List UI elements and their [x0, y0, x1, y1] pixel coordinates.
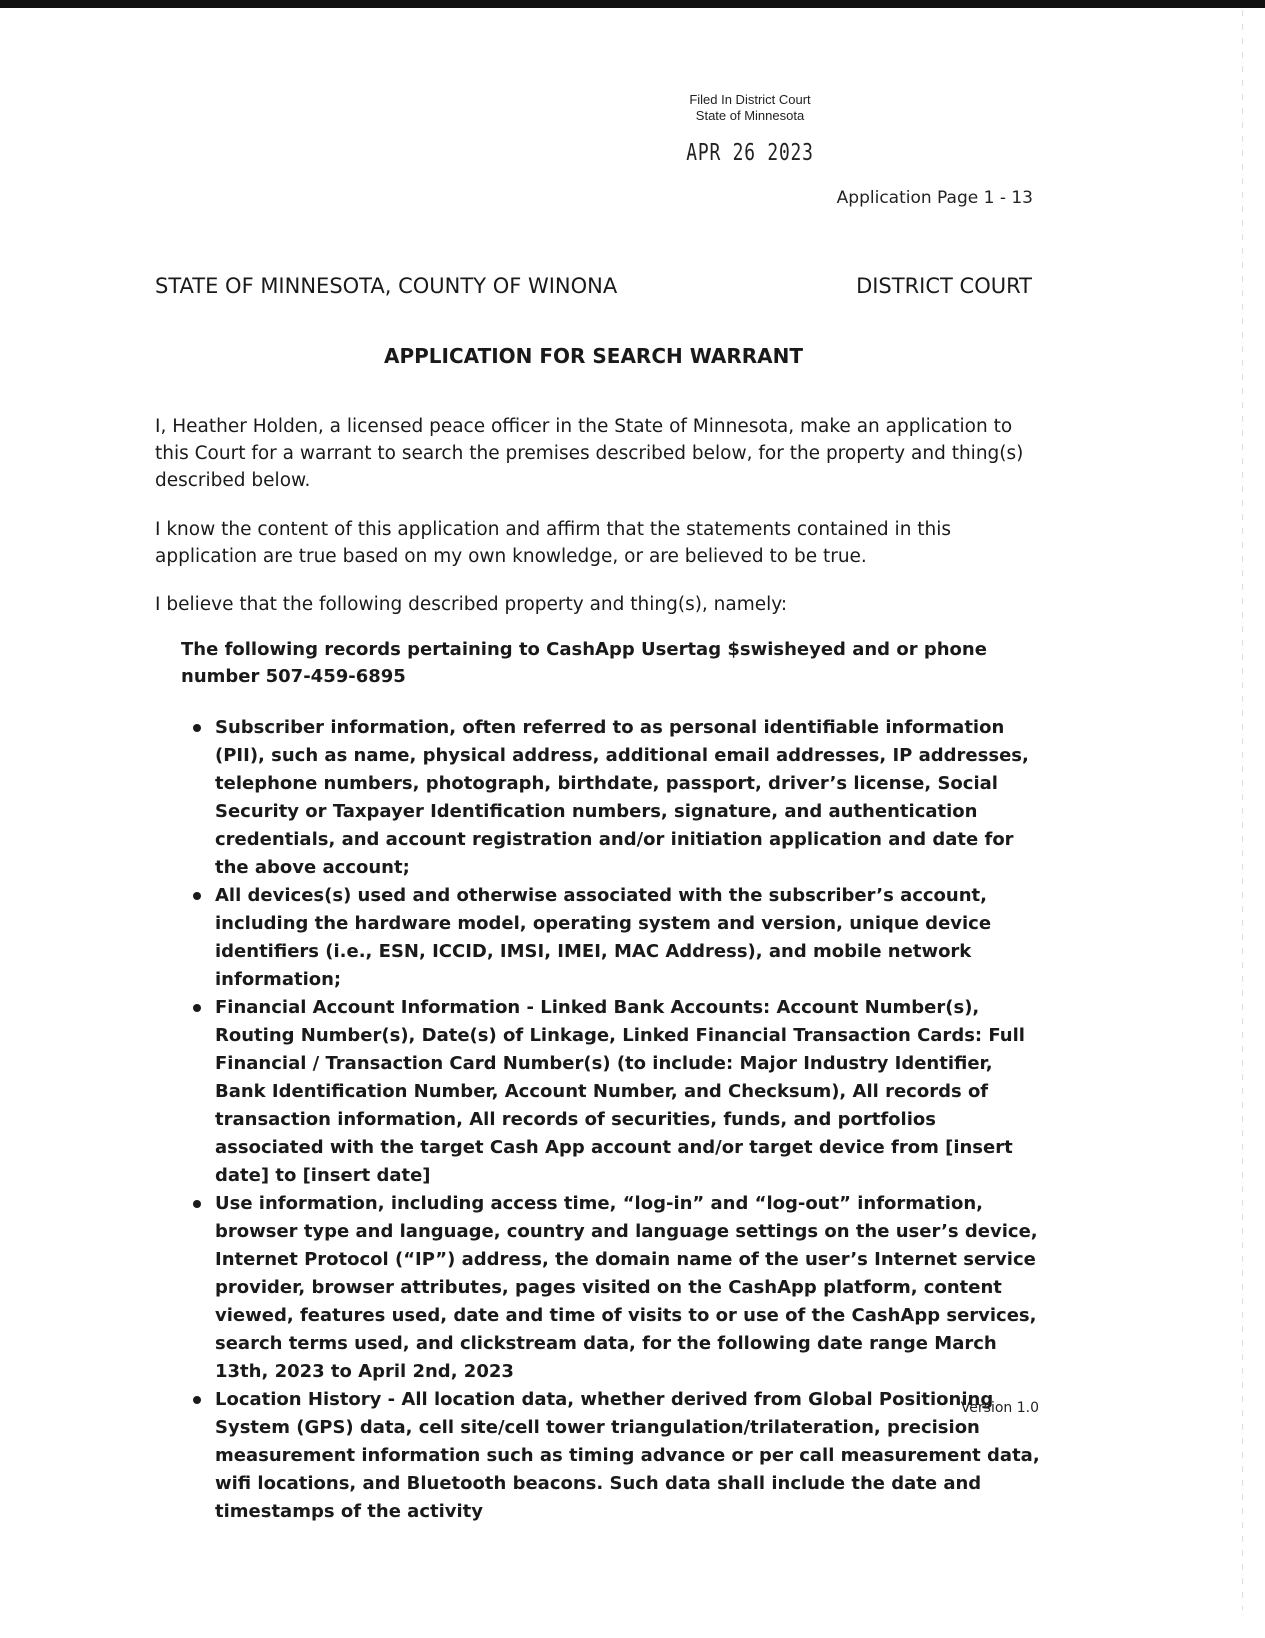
list-item [190, 994, 1040, 1190]
filed-stamp [640, 92, 860, 124]
list-item-text: All devices(s) used and otherwise associated with the subscriber’s account, including the hardware model, operating system and version, unique device identifiers (i.e., ESN, ICCID, IMSI, IMEI, MAC Address), and mobile network information; [215, 885, 992, 990]
scan-edge-artifact [1242, 10, 1243, 1610]
list-item [190, 714, 1040, 882]
bullet-icon [193, 1004, 201, 1012]
filed-stamp-date: APR 26 2023 [686, 140, 814, 166]
bullet-icon [193, 1396, 201, 1404]
caption-header [155, 274, 1032, 298]
filed-stamp-line1: Filed In District Court [689, 92, 811, 107]
list-item [190, 882, 1040, 994]
list-item-text: Use information, including access time, “log-in” and “log-out” information, browser type and language, country and language settings on the user’s device, Internet Protocol (“IP”) address, the domain name of the user’s Internet service provider, browser attributes, pages visited on the CashApp platform, content viewed, features used, date and time of visits to or use of the CashApp services, search terms used, and clickstream data, for the following date range March 13th, 2023 to April 2nd, 2023 [215, 1193, 1038, 1382]
scan-top-border [0, 0, 1265, 8]
belief-paragraph: I believe that the following described property and thing(s), namely: [155, 594, 788, 615]
version-label: Version 1.0 [960, 1400, 1039, 1416]
caption-jurisdiction: STATE OF MINNESOTA, COUNTY OF WINONA [155, 274, 618, 298]
list-item-text: Subscriber information, often referred to as personal identifiable information (PII), such as name, physical address, additional email addresses, IP addresses, telephone numbers, photograph, birthdate, passport, driver’s license, Social Security or Taxpayer Identification numbers, signature, and authentication credentials, and account registration and/or initiation application and date for the above account; [215, 717, 1029, 878]
records-list [190, 714, 1040, 1526]
bullet-icon [193, 1200, 201, 1208]
list-item-text: Location History - All location data, whether derived from Global Positioning System (GPS) data, cell site/cell tower triangulation/trilateration, precision measurement information such as timing advance or per call measurement data, wifi locations, and Bluetooth beacons. Such data shall include the date and timestamps of the activity [215, 1389, 1040, 1522]
bullet-icon [193, 892, 201, 900]
list-item [190, 1386, 1040, 1526]
document-title: APPLICATION FOR SEARCH WARRANT [383, 344, 804, 368]
caption-court: DISTRICT COURT [856, 274, 1032, 298]
page-number: Application Page 1 - 13 [836, 188, 1033, 208]
list-item-text: Financial Account Information - Linked Bank Accounts: Account Number(s), Routing Number(s), Date(s) of Linkage, Linked Financial Transaction Cards: Full Financial / Transaction Card Number(s) (to include: Major Industry Identifier, Bank Identification Number, Account Number, and Checksum), All records of transaction information, All records of securities, funds, and portfolios associated with the target Cash App account and/or target device from [insert date] to [insert date] [215, 997, 1025, 1186]
filed-stamp-line2: State of Minnesota [695, 108, 805, 123]
bullet-icon [193, 724, 201, 732]
intro-paragraph: I, Heather Holden, a licensed peace officer in the State of Minnesota, make an application to this Court for a warrant to search the premises described below, for the property and thing(s) described below. [155, 416, 1024, 491]
records-lead: The following records pertaining to CashApp Usertag $swisheyed and or phone number 507-459-6895 [181, 639, 987, 687]
list-item [190, 1190, 1040, 1386]
affirmation-paragraph: I know the content of this application and affirm that the statements contained in this application are true based on my own knowledge, or are believed to be true. [155, 519, 952, 567]
